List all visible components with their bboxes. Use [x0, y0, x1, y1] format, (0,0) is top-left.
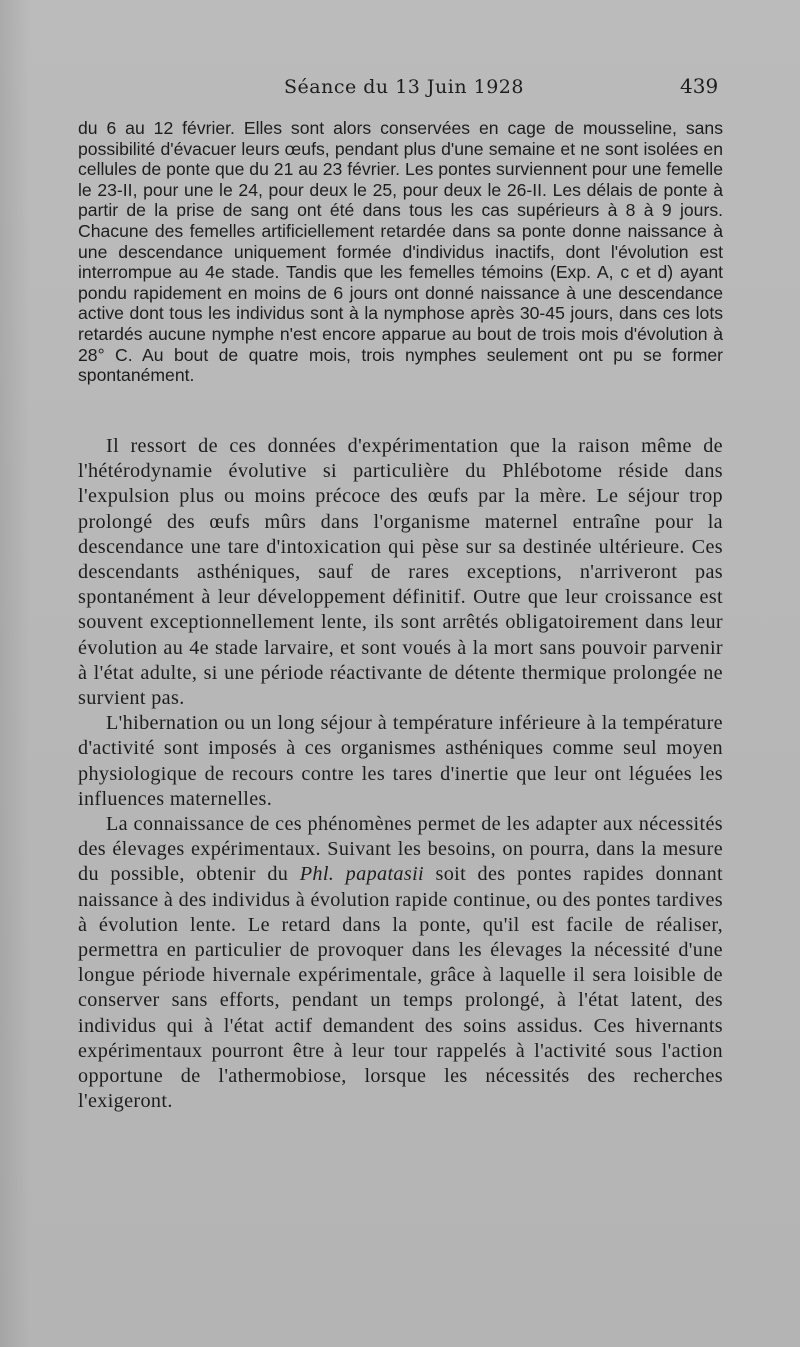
page-header — [0, 72, 800, 102]
paragraph-3-text-b: soit des pontes rapides donnant naissance à des individus à évolution rapide continue, ou des pontes tardives à évolution lente. Le retard dans la ponte, qu'il est facile de réaliser, permettra en particulier de provoquer dans les élevages la nécessité d'une longue période hivernale expérimentale, grâce à laquelle il sera loisible de conserver sans efforts, pendant un temps prolongé, à l'état latent, des individus qui à l'état actif demandent des soins assidus. Ces hivernants expérimentaux pourront être à leur tour rappelés à l'activité sous l'action opportune de l'athermobiose, lorsque les nécessités des recherches l'exigeront. — [78, 863, 723, 1113]
body-paragraph-2: L'hibernation ou un long séjour à température inférieure à la température d'activité sont imposés à ces organismes asthéniques comme seul moyen physiologique de recours contre les tares d'inertie que leur ont léguées les influences maternelles. — [78, 712, 723, 810]
paragraph-3-text-a: La connaissance de ces phénomènes permet de les adapter aux nécessités des élevages expérimentaux. Suivant les besoins, on pourra, dans la mesure du possible, obtenir du — [78, 813, 723, 886]
page-number: 439 — [680, 74, 719, 98]
species-name: Phl. papatasii — [299, 863, 424, 886]
body-paragraph-3 — [78, 812, 723, 1114]
small-print-text: du 6 au 12 février. Elles sont alors conservées en cage de mousseline, sans possibilité d'évacuer leurs œufs, pendant plus d'une semaine et ne sont isolées en cellules de ponte que du 21 au 23 février. Les pontes surviennent pour une femelle le 23-II, pour une le 24, pour deux le 25, pour deux le 26-II. Les délais de ponte à partir de la prise de sang ont été dans tous les cas supérieurs à 8 à 9 jours. Chacune des femelles artificiellement retardée dans sa ponte donne naissance à une descendance uniquement formée d'individus inactifs, dont l'évolution est interrompue au 4e stade. Tandis que les femelles témoins (Exp. A, c et d) ayant pondu rapidement en moins de 6 jours ont donné naissance à une descendance active dont tous les individus sont à la nymphose après 30-45 jours, dans ces lots retardés aucune nymphe n'est encore apparue au bout de trois mois d'évolution à 28° C. Au bout de quatre mois, trois nymphes seulement ont pu se former spontanément. — [78, 118, 723, 386]
small-print-paragraph — [78, 118, 723, 386]
page-gutter-shadow — [0, 0, 30, 1347]
running-title: Séance du 13 Juin 1928 — [284, 76, 524, 98]
main-text — [78, 434, 723, 1114]
body-paragraph-1: Il ressort de ces données d'expérimentation que la raison même de l'hétérodynamie évolutive si particulière du Phlébotome réside dans l'expulsion plus ou moins précoce des œufs par la mère. Le séjour trop prolongé des œufs mûrs dans l'organisme maternel entraîne pour la descendance une tare d'intoxication qui pèse sur sa destinée ultérieure. Ces descendants asthéniques, sauf de rares exceptions, n'arriveront pas spontanément à leur développement définitif. Outre que leur croissance est souvent exceptionnellement lente, ils sont arrêtés obligatoirement dans leur évolution au 4e stade larvaire, et sont voués à la mort sans pouvoir parvenir à l'état adulte, si une période réactivante de détente thermique prolongée ne survient pas. — [78, 435, 723, 710]
